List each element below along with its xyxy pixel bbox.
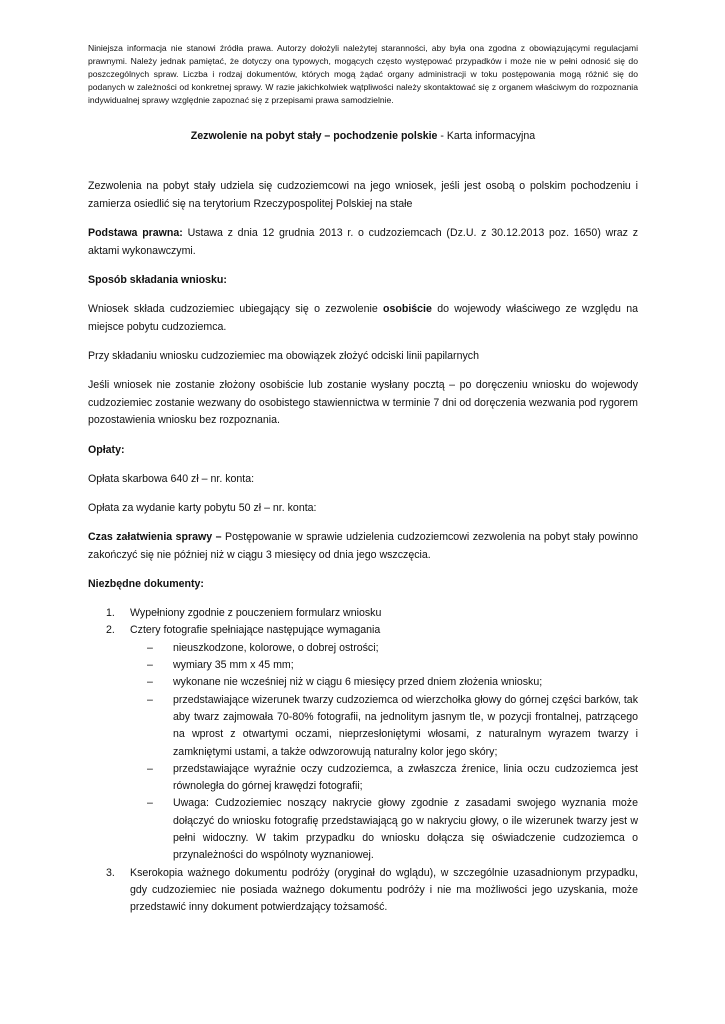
fee-stamp: Opłata skarbowa 640 zł – nr. konta:	[88, 472, 255, 485]
fees-heading: Opłaty:	[88, 443, 125, 456]
list-item-text: Kserokopia ważnego dokumentu podróży (oryginał do wglądu), w szczególnie uzasadnionym przypadku, gdy cudzoziemiec nie posiada ważnego dokumentu podróży i nie ma możliwości jego uzyskania, może przedstawić inny dokument potwierdzający tożsamość.	[130, 866, 638, 914]
list-item	[88, 622, 638, 864]
submission-paragraph-3: Jeśli wniosek nie zostanie złożony osobiście lub zostanie wysłany pocztą – po doręczeniu wniosku do wojewody cudzoziemiec zostanie wezwany do osobistego stawiennictwa w terminie 7 dni od doręczenia wezwania pod rygorem pozostawienia wniosku bez rozpoznania.	[88, 379, 638, 427]
list-number: 2.	[106, 624, 115, 637]
dash-bullet: –	[147, 676, 153, 689]
dash-bullet: –	[147, 659, 153, 672]
requirement-text: wykonane nie wcześniej niż w ciągu 6 miesięcy przed dniem złożenia wniosku;	[173, 676, 543, 689]
documents-heading: Niezbędne dokumenty:	[88, 578, 204, 591]
submission-p1-after: do wojewody właściwego ze względu na miejsce pobytu cudzoziemca.	[88, 303, 638, 333]
legal-basis	[88, 225, 638, 260]
list-item	[130, 761, 638, 796]
requirement-text: przedstawiające wizerunek twarzy cudzoziemca od wierzchołka głowy do górnej części barków, tak aby twarz zajmowała 70-80% fotografii, na jednolitym jasnym tle, w pozycji frontalnej, patrzącego na wprost z otwartymi oczami, nieprzesłoniętymi włosami, z naturalnym wyrazem twarzy i zamkniętymi ustami, a także odwzorowują naturalny kolor jego skóry;	[173, 693, 638, 758]
list-item	[88, 605, 638, 622]
requirement-text: Uwaga: Cudzoziemiec noszący nakrycie głowy zgodnie z zasadami swojego wyznania może dołączyć do wniosku fotografię przedstawiającą go w nakryciu głowy, o ile wizerunek twarzy jest w pełni widoczny. W takim przypadku do wniosku dołącza się oświadczenie cudzoziemca o przynależności do wspólnoty wyznaniowej.	[173, 797, 638, 862]
dash-bullet: –	[147, 762, 153, 775]
list-item	[130, 692, 638, 761]
fee-card: Opłata za wydanie karty pobytu 50 zł – nr. konta:	[88, 501, 317, 514]
legal-basis-label: Podstawa prawna:	[88, 227, 183, 240]
requirement-text: wymiary 35 mm x 45 mm;	[173, 659, 294, 672]
title-main: Zezwolenie na pobyt stały – pochodzenie polskie	[190, 130, 438, 143]
processing-time-text: Postępowanie w sprawie udzielenia cudzoziemcowi zezwolenia na pobyt stały powinno zakończyć się nie później niż w ciągu 3 miesięcy od dnia jego wszczęcia.	[88, 531, 638, 561]
submission-paragraph-1	[88, 301, 638, 336]
list-item	[130, 640, 638, 657]
submission-p1-bold: osobiście	[383, 303, 432, 316]
legal-basis-text: Ustawa z dnia 12 grudnia 2013 r. o cudzoziemcach (Dz.U. z 30.12.2013 poz. 1650) wraz z aktami wykonawczymi.	[88, 227, 639, 257]
submission-p1-before: Wniosek składa cudzoziemiec ubiegający się o zezwolenie	[88, 303, 384, 316]
list-number: 3.	[106, 866, 115, 879]
submission-paragraph-2: Przy składaniu wniosku cudzoziemiec ma obowiązek złożyć odciski linii papilarnych	[88, 349, 479, 362]
documents-list	[88, 605, 638, 916]
title-suffix: - Karta informacyjna	[437, 130, 536, 143]
list-item-text: Cztery fotografie spełniające następujące wymagania	[130, 624, 381, 637]
requirement-text: nieuszkodzone, kolorowe, o dobrej ostrości;	[173, 641, 379, 654]
dash-bullet: –	[147, 693, 153, 706]
submission-heading: Sposób składania wniosku:	[88, 274, 227, 287]
list-number: 1.	[106, 607, 115, 620]
page-title	[88, 130, 638, 142]
disclaimer: Niniejsza informacja nie stanowi źródła prawa. Autorzy dołożyli należytej staranności, aby była ona zgodna z obowiązującymi regulacjami prawnymi. Należy jednak pamiętać, że dotyczy ona typowych, mogących często występować przypadków i może nie w pełni odnosić się do poszczególnych spraw. Liczba i rodzaj dokumentów, których mogą żądać organy administracji w toku postępowania mogą różnić się do podanych w zależności od konkretnej sprawy. W razie jakichkolwiek wątpliwości należy skontaktować się z organem właściwym do rozpoznania indywidualnej sprawy względnie zapoznać się z przepisami prawa samodzielnie.	[88, 43, 638, 106]
processing-time	[88, 529, 638, 564]
list-item	[130, 674, 638, 691]
dash-bullet: –	[147, 641, 153, 654]
processing-time-label: Czas załatwienia sprawy –	[88, 531, 222, 544]
list-item-text: Wypełniony zgodnie z pouczeniem formularz wniosku	[130, 607, 382, 620]
intro-paragraph: Zezwolenia na pobyt stały udziela się cudzoziemcowi na jego wniosek, jeśli jest osobą o polskim pochodzeniu i zamierza osiedlić się na terytorium Rzeczypospolitej Polskiej na stałe	[88, 180, 638, 210]
requirement-text: przedstawiające wyraźnie oczy cudzoziemca, a zwłaszcza źrenice, linia oczu cudzoziemca jest równoległa do górnej krawędzi fotografii;	[173, 762, 638, 793]
photo-requirements-list	[130, 640, 638, 865]
dash-bullet: –	[147, 797, 153, 810]
list-item	[130, 657, 638, 674]
list-item	[130, 795, 638, 864]
list-item	[88, 865, 638, 917]
